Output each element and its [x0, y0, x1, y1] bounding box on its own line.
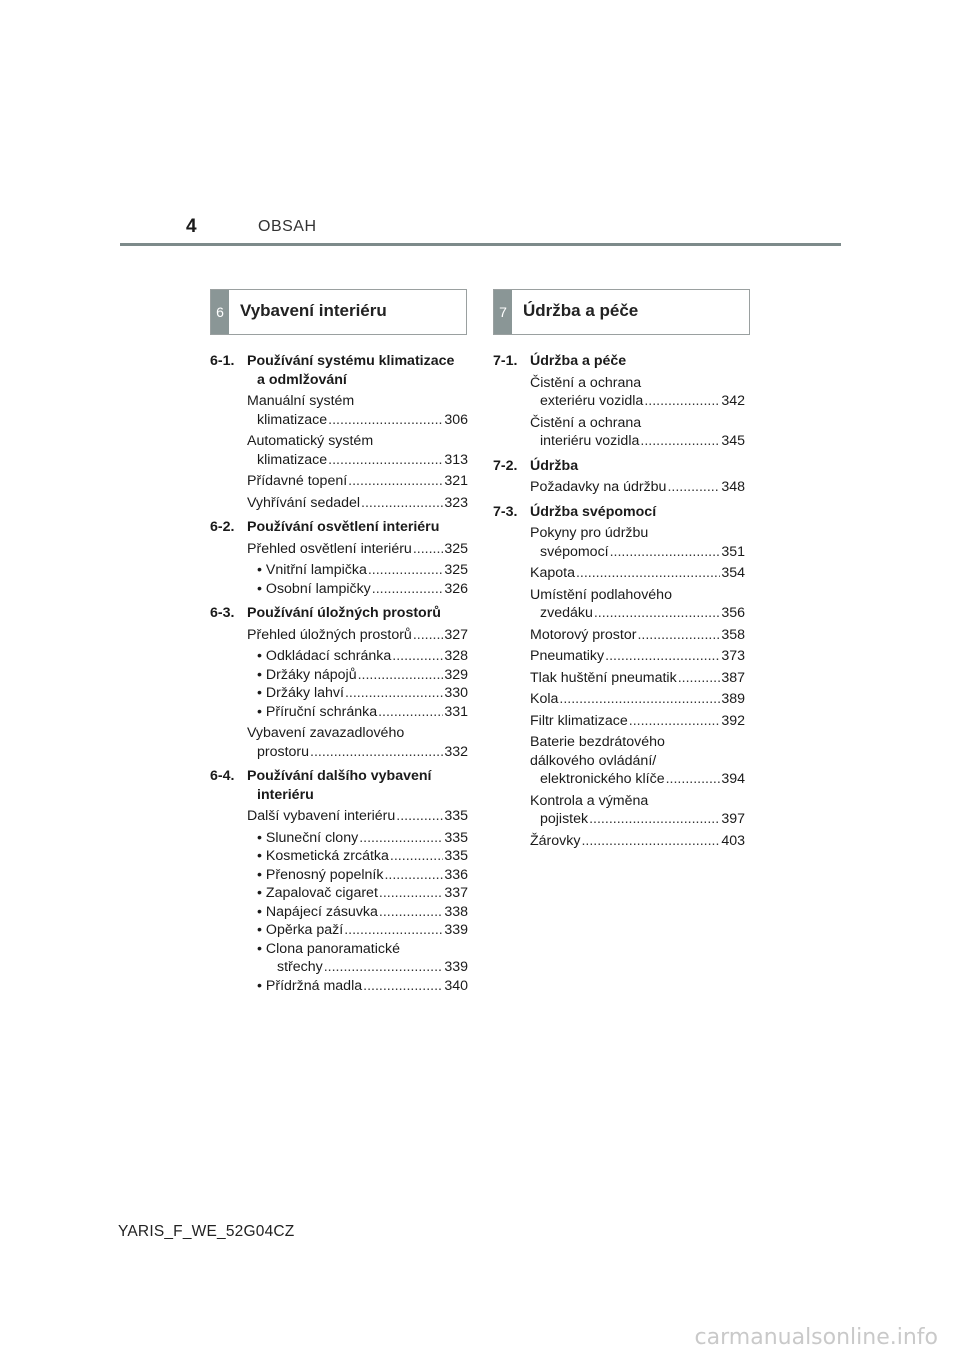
toc-entry[interactable] [493, 832, 745, 851]
toc-entry-label: klimatizace [257, 451, 328, 468]
dot-leader [363, 977, 443, 996]
dot-leader [345, 684, 443, 703]
subsection-title-line: a odmlžování [257, 371, 347, 388]
toc-entry-label: • Příruční schránka [257, 703, 378, 720]
dot-leader [359, 829, 443, 848]
toc-entry-row [257, 921, 468, 940]
toc-entry-row [257, 847, 468, 866]
section-title: Vybavení interiéru [240, 301, 387, 320]
page-ref[interactable]: 335 [444, 829, 468, 846]
subsection-heading [210, 352, 468, 389]
toc-bullet-item[interactable] [210, 847, 468, 866]
page-ref[interactable]: 389 [721, 691, 745, 707]
toc-entry-row [257, 866, 468, 885]
toc-entry-row [247, 807, 468, 826]
toc-entry-row [530, 770, 745, 789]
toc-entry-row [257, 884, 468, 903]
page-ref[interactable]: 354 [721, 565, 745, 581]
toc-entry-label: • Zapalovač cigaret [257, 885, 378, 901]
page-ref[interactable]: 339 [444, 959, 468, 975]
toc-entry-text: dálkového ovládání/ [530, 752, 657, 769]
watermark: carmanualsonline.info [694, 1325, 938, 1350]
page-ref[interactable]: 329 [444, 666, 468, 683]
dot-leader [392, 647, 443, 666]
dot-leader [348, 472, 443, 491]
toc-entry-row [257, 703, 468, 722]
section-title: Údržba a péče [523, 301, 639, 320]
dot-leader [610, 543, 721, 562]
toc-entry-label: • Sluneční clony [257, 829, 359, 846]
toc-entry[interactable] [493, 690, 745, 709]
toc-column-6 [210, 352, 468, 995]
toc-entry-row [530, 712, 745, 731]
dot-leader [413, 540, 444, 559]
dot-leader [384, 866, 443, 885]
dot-leader [605, 647, 720, 666]
dot-leader [379, 903, 443, 922]
dot-leader [344, 921, 443, 940]
page-ref[interactable]: 345 [721, 433, 745, 449]
toc-entry-label: klimatizace [257, 411, 328, 428]
subsection-number: 6-4. [210, 768, 235, 784]
subsection-title [247, 352, 468, 389]
page-ref[interactable]: 321 [444, 473, 468, 489]
dot-leader [328, 411, 443, 430]
subsection-title-line: Údržba [530, 457, 579, 474]
dot-leader [644, 392, 720, 411]
subsection-number: 6-1. [210, 353, 235, 369]
toc-entry-label: Přehled úložných prostorů [247, 626, 412, 643]
page-number: 4 [186, 216, 197, 237]
toc-entry-label: Přehled osvětlení interiéru [247, 540, 412, 557]
toc-entry-label: elektronického klíče [540, 771, 665, 787]
dot-leader [589, 810, 720, 829]
toc-entry-text: Baterie bezdrátového [530, 734, 665, 750]
toc-entry[interactable] [210, 472, 468, 491]
toc-entry-row [257, 580, 468, 599]
toc-entry-row [530, 478, 745, 497]
page-ref[interactable]: 338 [444, 903, 468, 920]
dot-leader [559, 690, 720, 709]
toc-entry-row [530, 626, 745, 645]
toc-bullet-item[interactable] [210, 903, 468, 922]
toc-entry-label: svépomocí [540, 543, 609, 560]
toc-entry-text: Manuální systém [247, 393, 355, 409]
toc-entry-text: Vybavení zavazadlového [247, 725, 405, 741]
page-header-title: OBSAH [258, 218, 317, 235]
page-ref[interactable]: 356 [721, 605, 745, 621]
toc-entry-text: Kontrola a výměna [530, 792, 649, 809]
dot-leader [378, 703, 443, 722]
toc-entry-label: střechy [277, 959, 323, 975]
page-ref[interactable]: 394 [721, 771, 745, 787]
dot-leader [328, 451, 443, 470]
page-ref[interactable]: 342 [721, 393, 745, 409]
toc-entry-row [530, 432, 745, 451]
page-ref[interactable]: 327 [444, 626, 468, 643]
toc-entry-label: interiéru vozidla [540, 433, 640, 449]
toc-bullet-item[interactable] [210, 561, 468, 580]
toc-entry[interactable] [210, 494, 468, 513]
toc-entry-label: • Kosmetická zrcátka [257, 848, 389, 864]
toc-bullet-item[interactable] [210, 921, 468, 940]
toc-entry-row [530, 669, 745, 688]
page-ref[interactable]: 325 [444, 540, 468, 557]
toc-entry-row [530, 810, 745, 829]
toc-entry-row [247, 743, 468, 762]
toc-entry[interactable] [210, 392, 468, 429]
page-ref[interactable]: 340 [444, 977, 468, 994]
toc-entry-row [247, 411, 468, 430]
dot-leader [379, 884, 443, 903]
page-ref[interactable]: 358 [721, 626, 745, 643]
dot-leader [361, 494, 443, 513]
toc-entry-row [530, 647, 745, 666]
page-ref[interactable]: 397 [721, 811, 745, 827]
page-ref[interactable]: 392 [721, 712, 745, 729]
toc-entry-row [257, 684, 468, 703]
toc-bullet-item[interactable] [210, 940, 468, 977]
page-ref[interactable]: 403 [721, 832, 745, 849]
toc-entry-row [530, 832, 745, 851]
toc-entry-row [247, 626, 468, 645]
toc-entry-label: Vyhřívání sedadel [247, 494, 361, 511]
dot-leader [372, 580, 444, 599]
subsection-title-line: Používání osvětlení interiéru [247, 519, 440, 535]
page-ref[interactable]: 339 [444, 922, 468, 938]
toc-entry-label: Kola [530, 691, 559, 707]
dot-leader [594, 604, 720, 623]
dot-leader [358, 666, 444, 685]
subsection-title-line: interiéru [257, 786, 314, 803]
subsection-title [530, 352, 745, 371]
page-ref[interactable]: 335 [444, 848, 468, 864]
page-ref[interactable]: 373 [721, 648, 745, 664]
toc-entry-label: zvedáku [540, 605, 593, 621]
dot-leader [581, 832, 720, 851]
toc-entry-label: Kapota [530, 565, 575, 581]
subsection-title-line: Používání úložných prostorů [247, 605, 441, 621]
page-ref[interactable]: 328 [444, 648, 468, 664]
dot-leader [324, 958, 444, 977]
toc-entry-row [530, 543, 745, 562]
toc-entry-label: Požadavky na údržbu [530, 479, 667, 495]
page-ref[interactable]: 330 [444, 685, 468, 701]
toc-entry[interactable] [493, 414, 745, 451]
dot-leader [390, 847, 443, 866]
subsection-title-line: Používání dalšího vybavení [247, 768, 432, 784]
toc-entry-row [530, 564, 745, 583]
toc-column-7 [493, 352, 745, 850]
section-header-7 [493, 289, 750, 335]
dot-leader [667, 478, 720, 497]
toc-entry[interactable] [493, 524, 745, 561]
toc-entry-label: Žárovky [530, 832, 581, 849]
page-ref[interactable]: 337 [444, 885, 468, 901]
toc-entry-label: • Držáky lahví [257, 685, 344, 701]
dot-leader [640, 432, 720, 451]
toc-entry[interactable] [210, 807, 468, 826]
toc-entry-label: • Opěrka paží [257, 922, 344, 938]
toc-entry-label: pojistek [540, 811, 589, 827]
dot-leader [396, 807, 443, 826]
toc-entry[interactable] [493, 647, 745, 666]
page-ref[interactable]: 351 [721, 543, 745, 560]
toc-entry[interactable] [493, 626, 745, 645]
toc-entry-row [257, 958, 468, 977]
toc-entry-row [530, 690, 745, 709]
subsection-number: 6-3. [210, 605, 235, 621]
toc-bullet-item[interactable] [210, 580, 468, 599]
dot-leader [368, 561, 443, 580]
dot-leader [576, 564, 720, 583]
section-tab-number: 6 [211, 290, 229, 334]
toc-entry-row [257, 977, 468, 996]
section-header-6 [210, 289, 467, 335]
toc-entry-row [247, 540, 468, 559]
toc-bullet-item[interactable] [210, 866, 468, 885]
subsection-title-line: Údržba a péče [530, 353, 627, 369]
section-tab-number: 7 [494, 290, 512, 334]
subsection-title [247, 604, 468, 623]
toc-entry-label: • Držáky nápojů [257, 666, 357, 683]
toc-entry-text: Umístění podlahového [530, 586, 672, 603]
subsection-heading [493, 352, 745, 371]
subsection-heading [493, 457, 745, 476]
subsection-number: 6-2. [210, 519, 235, 535]
toc-entry-label: Další vybavení interiéru [247, 808, 396, 824]
toc-entry-text: Čistění a ochrana [530, 374, 642, 391]
toc-entry-row [530, 604, 745, 623]
toc-bullet-item[interactable] [210, 666, 468, 685]
toc-entry[interactable] [210, 626, 468, 645]
toc-entry-row [530, 392, 745, 411]
page-ref[interactable]: 335 [444, 808, 468, 824]
toc-entry[interactable] [493, 792, 745, 829]
dot-leader [629, 712, 721, 731]
subsection-number: 7-3. [493, 503, 518, 520]
page-ref[interactable]: 313 [444, 451, 468, 468]
toc-entry[interactable] [493, 478, 745, 497]
subsection-heading [210, 767, 468, 804]
page-ref[interactable]: 325 [444, 562, 468, 578]
toc-entry[interactable] [493, 586, 745, 623]
toc-entry-text: Čistění a ochrana [530, 414, 642, 431]
toc-entry-label: Pneumatiky [530, 648, 605, 664]
subsection-number: 7-2. [493, 457, 518, 474]
toc-entry[interactable] [493, 669, 745, 688]
toc-bullet-item[interactable] [210, 684, 468, 703]
toc-entry-label: Přídavné topení [247, 473, 348, 489]
toc-entry[interactable] [493, 374, 745, 411]
document-code: YARIS_F_WE_52G04CZ [118, 1223, 295, 1240]
page-ref[interactable]: 336 [444, 866, 468, 883]
toc-entry-row [257, 666, 468, 685]
toc-entry-label: • Osobní lampičky [257, 580, 371, 597]
dot-leader [637, 626, 720, 645]
toc-entry[interactable] [493, 712, 745, 731]
dot-leader [413, 626, 444, 645]
subsection-heading [210, 604, 468, 623]
subsection-title-line: Údržba svépomocí [530, 503, 657, 520]
page-ref[interactable]: 387 [721, 669, 745, 686]
dot-leader [310, 743, 443, 762]
dot-leader [678, 669, 721, 688]
toc-entry-label: Filtr klimatizace [530, 712, 628, 729]
toc-entry[interactable] [210, 724, 468, 761]
page-ref[interactable]: 348 [721, 479, 745, 495]
toc-entry-text: Automatický systém [247, 433, 374, 449]
toc-entry-row [247, 472, 468, 491]
toc-entry[interactable] [493, 564, 745, 583]
toc-entry-text: • Clona panoramatické [257, 940, 400, 957]
toc-bullet-item[interactable] [210, 829, 468, 848]
toc-entry-row [257, 829, 468, 848]
toc-bullet-item[interactable] [210, 884, 468, 903]
toc-entry-text: Pokyny pro údržbu [530, 525, 649, 541]
toc-entry-label: Motorový prostor [530, 626, 637, 643]
toc-entry-label: prostoru [257, 743, 310, 760]
subsection-title-line: Používání systému klimatizace [247, 353, 455, 369]
page-ref[interactable]: 331 [444, 703, 468, 720]
toc-entry-row [257, 561, 468, 580]
toc-entry[interactable] [493, 733, 745, 789]
toc-entry-row [247, 451, 468, 470]
toc-entry[interactable] [210, 432, 468, 469]
subsection-title [247, 518, 468, 537]
toc-bullet-item[interactable] [210, 647, 468, 666]
toc-bullet-item[interactable] [210, 977, 468, 996]
toc-bullet-item[interactable] [210, 703, 468, 722]
toc-entry-row [247, 494, 468, 513]
toc-entry[interactable] [210, 540, 468, 559]
toc-entry-label: • Odkládací schránka [257, 648, 392, 664]
header-divider [120, 243, 841, 246]
subsection-title [247, 767, 468, 804]
toc-entry-row [257, 903, 468, 922]
page-ref[interactable]: 306 [444, 411, 468, 428]
toc-entry-label: Tlak huštění pneumatik [530, 669, 677, 686]
subsection-number: 7-1. [493, 353, 518, 369]
toc-entry-row [257, 647, 468, 666]
page-ref[interactable]: 332 [444, 743, 468, 760]
subsection-heading [210, 518, 468, 537]
subsection-title [530, 503, 745, 522]
toc-entry-label: exteriéru vozidla [540, 393, 644, 409]
subsection-heading [493, 503, 745, 522]
toc-entry-label: • Napájecí zásuvka [257, 903, 378, 920]
toc-entry-label: • Přídržná madla [257, 977, 363, 994]
toc-entry-label: • Přenosný popelník [257, 866, 384, 883]
page-ref[interactable]: 326 [444, 580, 468, 597]
subsection-title [530, 457, 745, 476]
toc-entry-label: • Vnitřní lampička [257, 562, 367, 578]
dot-leader [666, 770, 721, 789]
page-ref[interactable]: 323 [444, 494, 468, 511]
